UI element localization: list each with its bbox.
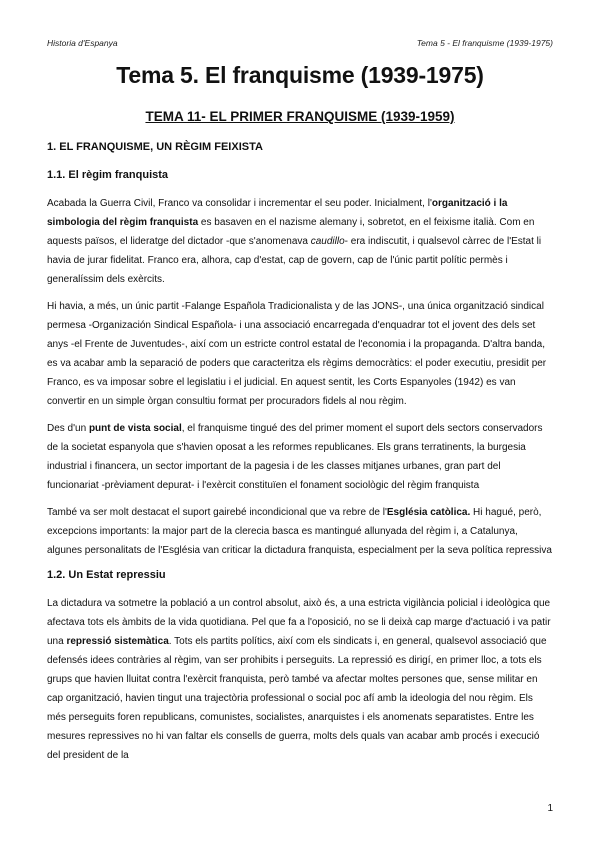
paragraph-1-1-a — [47, 194, 553, 289]
text-run: - era indiscutit, i qualsevol càrrec de l'Estat li havia de jurar fidelitat. Franco era, alhora, cap d'estat, cap de govern, cap de l'únic partit polític permès i generalíssim dels exèrcits. — [47, 236, 542, 285]
text-run: Des d'un — [47, 423, 89, 434]
bold-text: repressió sistemàtica — [66, 636, 169, 647]
bold-text: punt de vista social — [88, 423, 182, 434]
text-run: Hi hagué, però, excepcions importants: la major part de la clerecia basca es mantingué allunyada del règim i, a Catalunya, algunes personalitats de l'Església van criticar la dictadura franquista, especialment per la seva política repressiva — [47, 507, 552, 556]
running-header-left: Historia d'Espanya — [47, 38, 118, 48]
page-number: 1 — [547, 803, 553, 814]
paragraph-1-2-a — [47, 594, 553, 765]
italic-text: caudillo — [310, 236, 345, 247]
bold-text: Església catòlica. — [386, 507, 471, 518]
paragraph-1-1-b: Hi havia, a més, un únic partit -Falange Española Tradicionalista y de las JONS-, una única organització sindical permesa -Organización Sindical Española- i una associació encarregada d'enquadrar tot el jovent des dels set anys -el Frente de Juventudes-, així com un estricte control estatal de l'economia i la propaganda. D'altra banda, es va acabar amb la separació de poders que caracteritza els règims democràtics: el poder executiu, presidit per Franco, es va imposar sobre el legislatiu i el judicial. En aquest sentit, les Corts Espanyoles (1942) es van convertir en un simple òrgan consultiu format per procuradors fidels al nou règim. — [47, 301, 547, 407]
text-run: . Tots els partits polítics, així com els sindicats i, en general, qualsevol associació que defensés idees contràries al règim, van ser prohibits i perseguits. La repressió es dirigí, en primer lloc, a tots els grups que havien lluitat contra l'exèrcit franquista, però també va afectar moltes persones que, sense militar en cap organització, havien tingut una trajectòria professional o social poc afí amb la ideologia del nou règim. Els més perseguits foren republicans, comunistes, socialistes, anarquistes i els anomenats separatistes. Entre les mesures repressives no hi van faltar els consells de guerra, molts dels quals van acabar amb procés i execució del president de la — [47, 636, 547, 761]
running-header-right: Tema 5 - El franquisme (1939-1975) — [416, 38, 553, 48]
paragraph-1-1-c — [47, 419, 553, 495]
section-heading-1: 1. EL FRANQUISME, UN RÈGIM FEIXISTA — [47, 141, 263, 153]
text-run: La dictadura va sotmetre la població a un control absolut, això és, a una estricta vigilància policial i ideològica que afectava tots els àmbits de la vida quotidiana. Pel que fa a l'oposició, no se li deixà cap marge d'actuació i va patir una — [47, 598, 551, 647]
subsection-heading-1-2: 1.2. Un Estat repressiu — [47, 569, 166, 581]
bold-text: organització i la simbologia del règim franquista — [47, 198, 508, 228]
text-run: es basaven en el nazisme alemany i, sobretot, en el feixisme italià. Com en aquests països, el lideratge del dictador -que s'anomenava — [47, 217, 535, 247]
text-run: Acabada la Guerra Civil, Franco va consolidar i incrementar el seu poder. Inicialment, l' — [47, 198, 432, 209]
text-run: També va ser molt destacat el suport gairebé incondicional que va rebre de l' — [47, 507, 387, 518]
document-body — [47, 140, 553, 773]
subsection-heading-1-1: 1.1. El règim franquista — [47, 169, 169, 181]
document-subtitle: TEMA 11- EL PRIMER FRANQUISME (1939-1959) — [145, 109, 455, 124]
document-title: Tema 5. El franquisme (1939-1975) — [116, 62, 484, 88]
text-run: , el franquisme tingué des del primer moment el suport dels sectors conservadors de la societat espanyola que s'havien oposat a les reformes republicanes. Els grans terratinents, la burgesia industrial i financera, un sector important de la pagesia i de les classes mitjanes urbanes, gran part del funcionariat -prèviament depurat- i l'exèrcit constituïen el fonament sociològic del règim franquista — [47, 423, 543, 491]
paragraph-1-1-d — [47, 503, 553, 560]
